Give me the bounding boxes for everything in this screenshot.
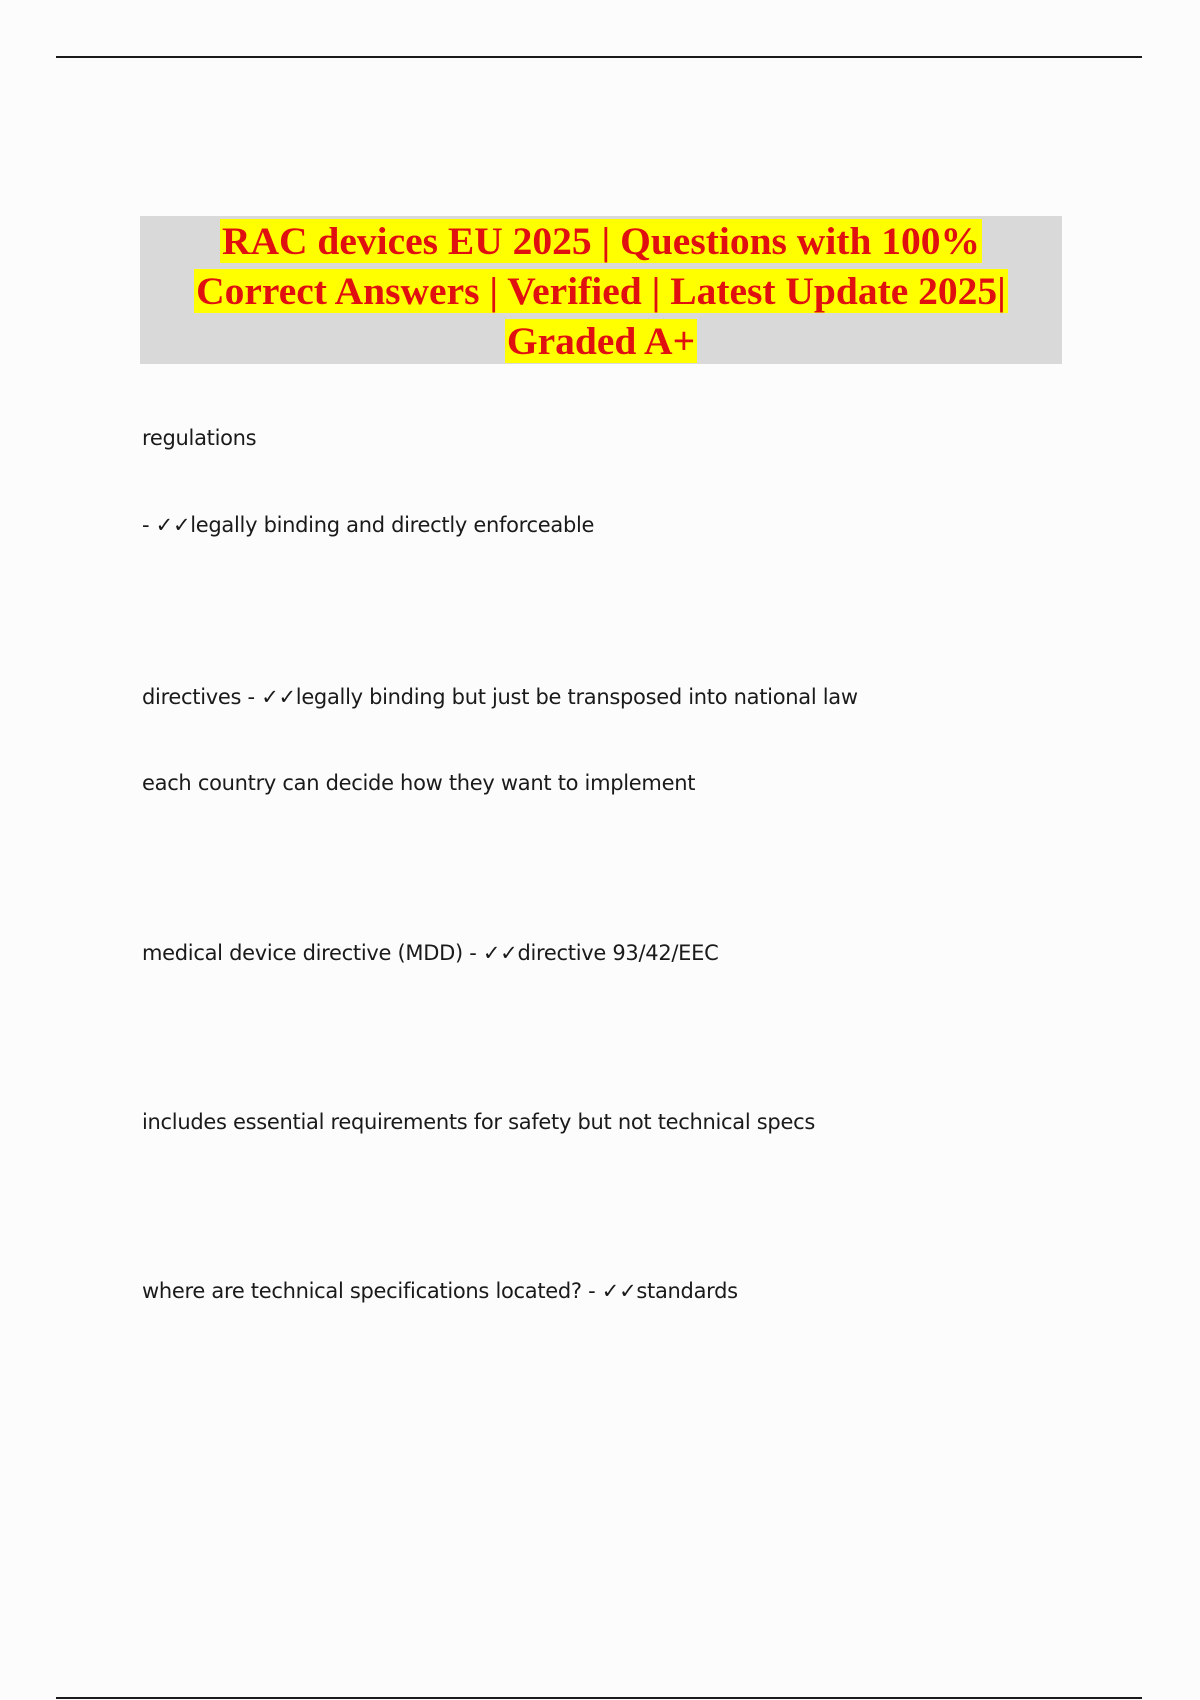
qa-entry-mdd: medical device directive (MDD) - ✓✓directive 93/42/EEC xyxy=(142,941,719,965)
title-line-2: Correct Answers | Verified | Latest Update 2025| xyxy=(196,269,1006,313)
qa-answer-regulations: - ✓✓legally binding and directly enforceable xyxy=(142,513,595,537)
top-rule xyxy=(56,56,1142,58)
title-line-1: RAC devices EU 2025 | Questions with 100% xyxy=(221,219,981,263)
qa-entry-technical-specs: where are technical specifications located? - ✓✓standards xyxy=(142,1279,738,1303)
title-line-3: Graded A+ xyxy=(506,319,696,363)
document-title-box xyxy=(140,216,1062,364)
qa-entry-regulations: regulations xyxy=(142,426,257,450)
bottom-rule xyxy=(56,1697,1142,1699)
qa-entry-directives: directives - ✓✓legally binding but just be transposed into national law xyxy=(142,685,858,709)
qa-note-implementation: each country can decide how they want to implement xyxy=(142,771,696,795)
qa-note-essential-requirements: includes essential requirements for safety but not technical specs xyxy=(142,1110,815,1134)
